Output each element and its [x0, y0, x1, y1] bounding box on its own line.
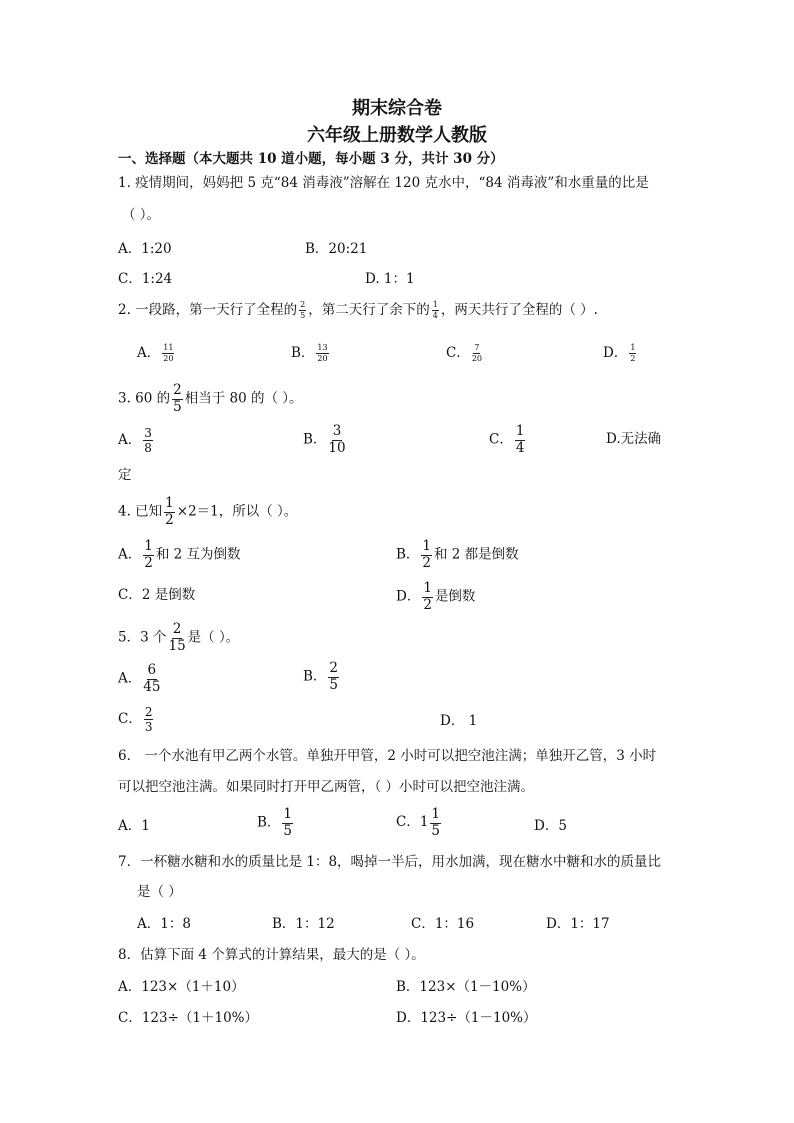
q1-option-b: B．20:21	[305, 241, 368, 257]
q3-option-d: D.无法确	[606, 431, 662, 447]
q5-option-b: B． $\frac{2}{5}$	[303, 660, 339, 693]
q1-option-d: D. 1：1	[365, 271, 415, 287]
q3-option-c: C． $\frac{1}{4}$	[489, 423, 525, 456]
q2-suffix: ，两天共行了全程的（ ）.	[440, 302, 598, 318]
q3-option-d-cont: 定	[118, 467, 132, 483]
q4-fraction: $\frac{1}{2}$	[165, 495, 174, 528]
q3-fraction: $\frac{2}{5}$	[173, 382, 182, 415]
question-6-text: 6． 一个水池有甲乙两个水管。单独开甲管，2 小时可以把空池注满；单独开乙管，3 小时	[118, 748, 657, 764]
q6-option-a: A．1	[118, 818, 150, 834]
question-6-text-cont: 可以把空池注满。如果同时打开甲乙两管，（ ）小时可以把空池注满。	[118, 779, 535, 795]
q8-option-a: A．123×（1＋10）	[118, 979, 245, 995]
question-2-text	[118, 301, 598, 320]
q2-mid: ，第二天行了余下的	[308, 302, 430, 318]
q7-option-d: D．1：17	[546, 916, 610, 932]
q7-option-c: C．1：16	[411, 916, 475, 932]
question-7-text-cont: 是（ ）	[137, 884, 182, 900]
question-3-text: 3. 60 的 $\frac{2}{5}$ 相当于 80 的（ ）。	[118, 382, 303, 415]
q2-option-a: A． $\frac{11}{20}$	[137, 343, 174, 363]
question-4-text: 4. 已知 $\frac{1}{2}$ ×2＝1，所以（ ）。	[118, 495, 298, 528]
q4-option-c: C．2 是倒数	[118, 587, 196, 603]
page-title: 期末综合卷	[352, 98, 442, 119]
q1-option-a: A．1:20	[118, 241, 172, 257]
section-heading: 一、选择题（本大题共 10 道小题，每小题 3 分，共计 30 分）	[118, 151, 504, 167]
q8-option-b: B．123×（1－10%）	[396, 979, 536, 995]
q4-option-b: B． $\frac{1}{2}$ 和 2 都是倒数	[396, 538, 519, 571]
q3-option-a: A． $\frac{3}{8}$	[118, 426, 152, 455]
q2-prefix: 2. 一段路，第一天行了全程的	[118, 302, 298, 318]
q2-option-b: B． $\frac{13}{20}$	[291, 343, 328, 363]
q7-option-b: B．1：12	[272, 916, 335, 932]
question-1-text: 1. 疫情期间，妈妈把 5 克“84 消毒液”溶解在 120 克水中，“84 消毒液”和水重量的比是	[118, 175, 649, 191]
q2-option-c: C． $\frac{7}{20}$	[446, 343, 483, 363]
q5-fraction: $\frac{2}{15}$	[168, 621, 186, 654]
q6-option-d: D．5	[534, 818, 567, 834]
q5-option-d: D． 1	[440, 713, 478, 729]
q7-option-a: A．1：8	[137, 916, 191, 932]
question-1-text-cont: （ ）。	[122, 207, 161, 223]
q8-option-c: C．123÷（1＋10%）	[118, 1010, 259, 1026]
page-subtitle: 六年级上册数学人教版	[307, 125, 487, 146]
q5-option-c: C． $\frac{2}{3}$	[118, 705, 153, 734]
question-7-text: 7．一杯糖水糖和水的质量比是 1：8，喝掉一半后，用水加满，现在糖水中糖和水的质量比	[118, 854, 662, 870]
q3-option-b: B． $\frac{3}{10}$	[303, 423, 346, 456]
q2-option-d: D． $\frac{1}{2}$	[603, 343, 636, 363]
q6-option-b: B． $\frac{1}{5}$	[257, 806, 293, 839]
q6-option-c: C．1 1 5	[396, 806, 441, 839]
q5-option-a: A． $\frac{6}{45}$	[118, 662, 161, 695]
q2-fraction-2: $\frac{1}{4}$	[432, 300, 438, 320]
q4-option-a: A． $\frac{1}{2}$ 和 2 互为倒数	[118, 538, 241, 571]
question-5-text: 5．3 个 $\frac{2}{15}$ 是（ ）。	[118, 621, 240, 654]
question-8-text: 8．估算下面 4 个算式的计算结果，最大的是（ ）。	[118, 947, 425, 963]
q1-option-c: C．1:24	[118, 271, 173, 287]
q8-option-d: D．123÷（1－10%）	[396, 1010, 537, 1026]
q2-fraction-1: $\frac{2}{5}$	[300, 300, 306, 320]
q4-option-d: D． $\frac{1}{2}$ 是倒数	[396, 580, 476, 613]
